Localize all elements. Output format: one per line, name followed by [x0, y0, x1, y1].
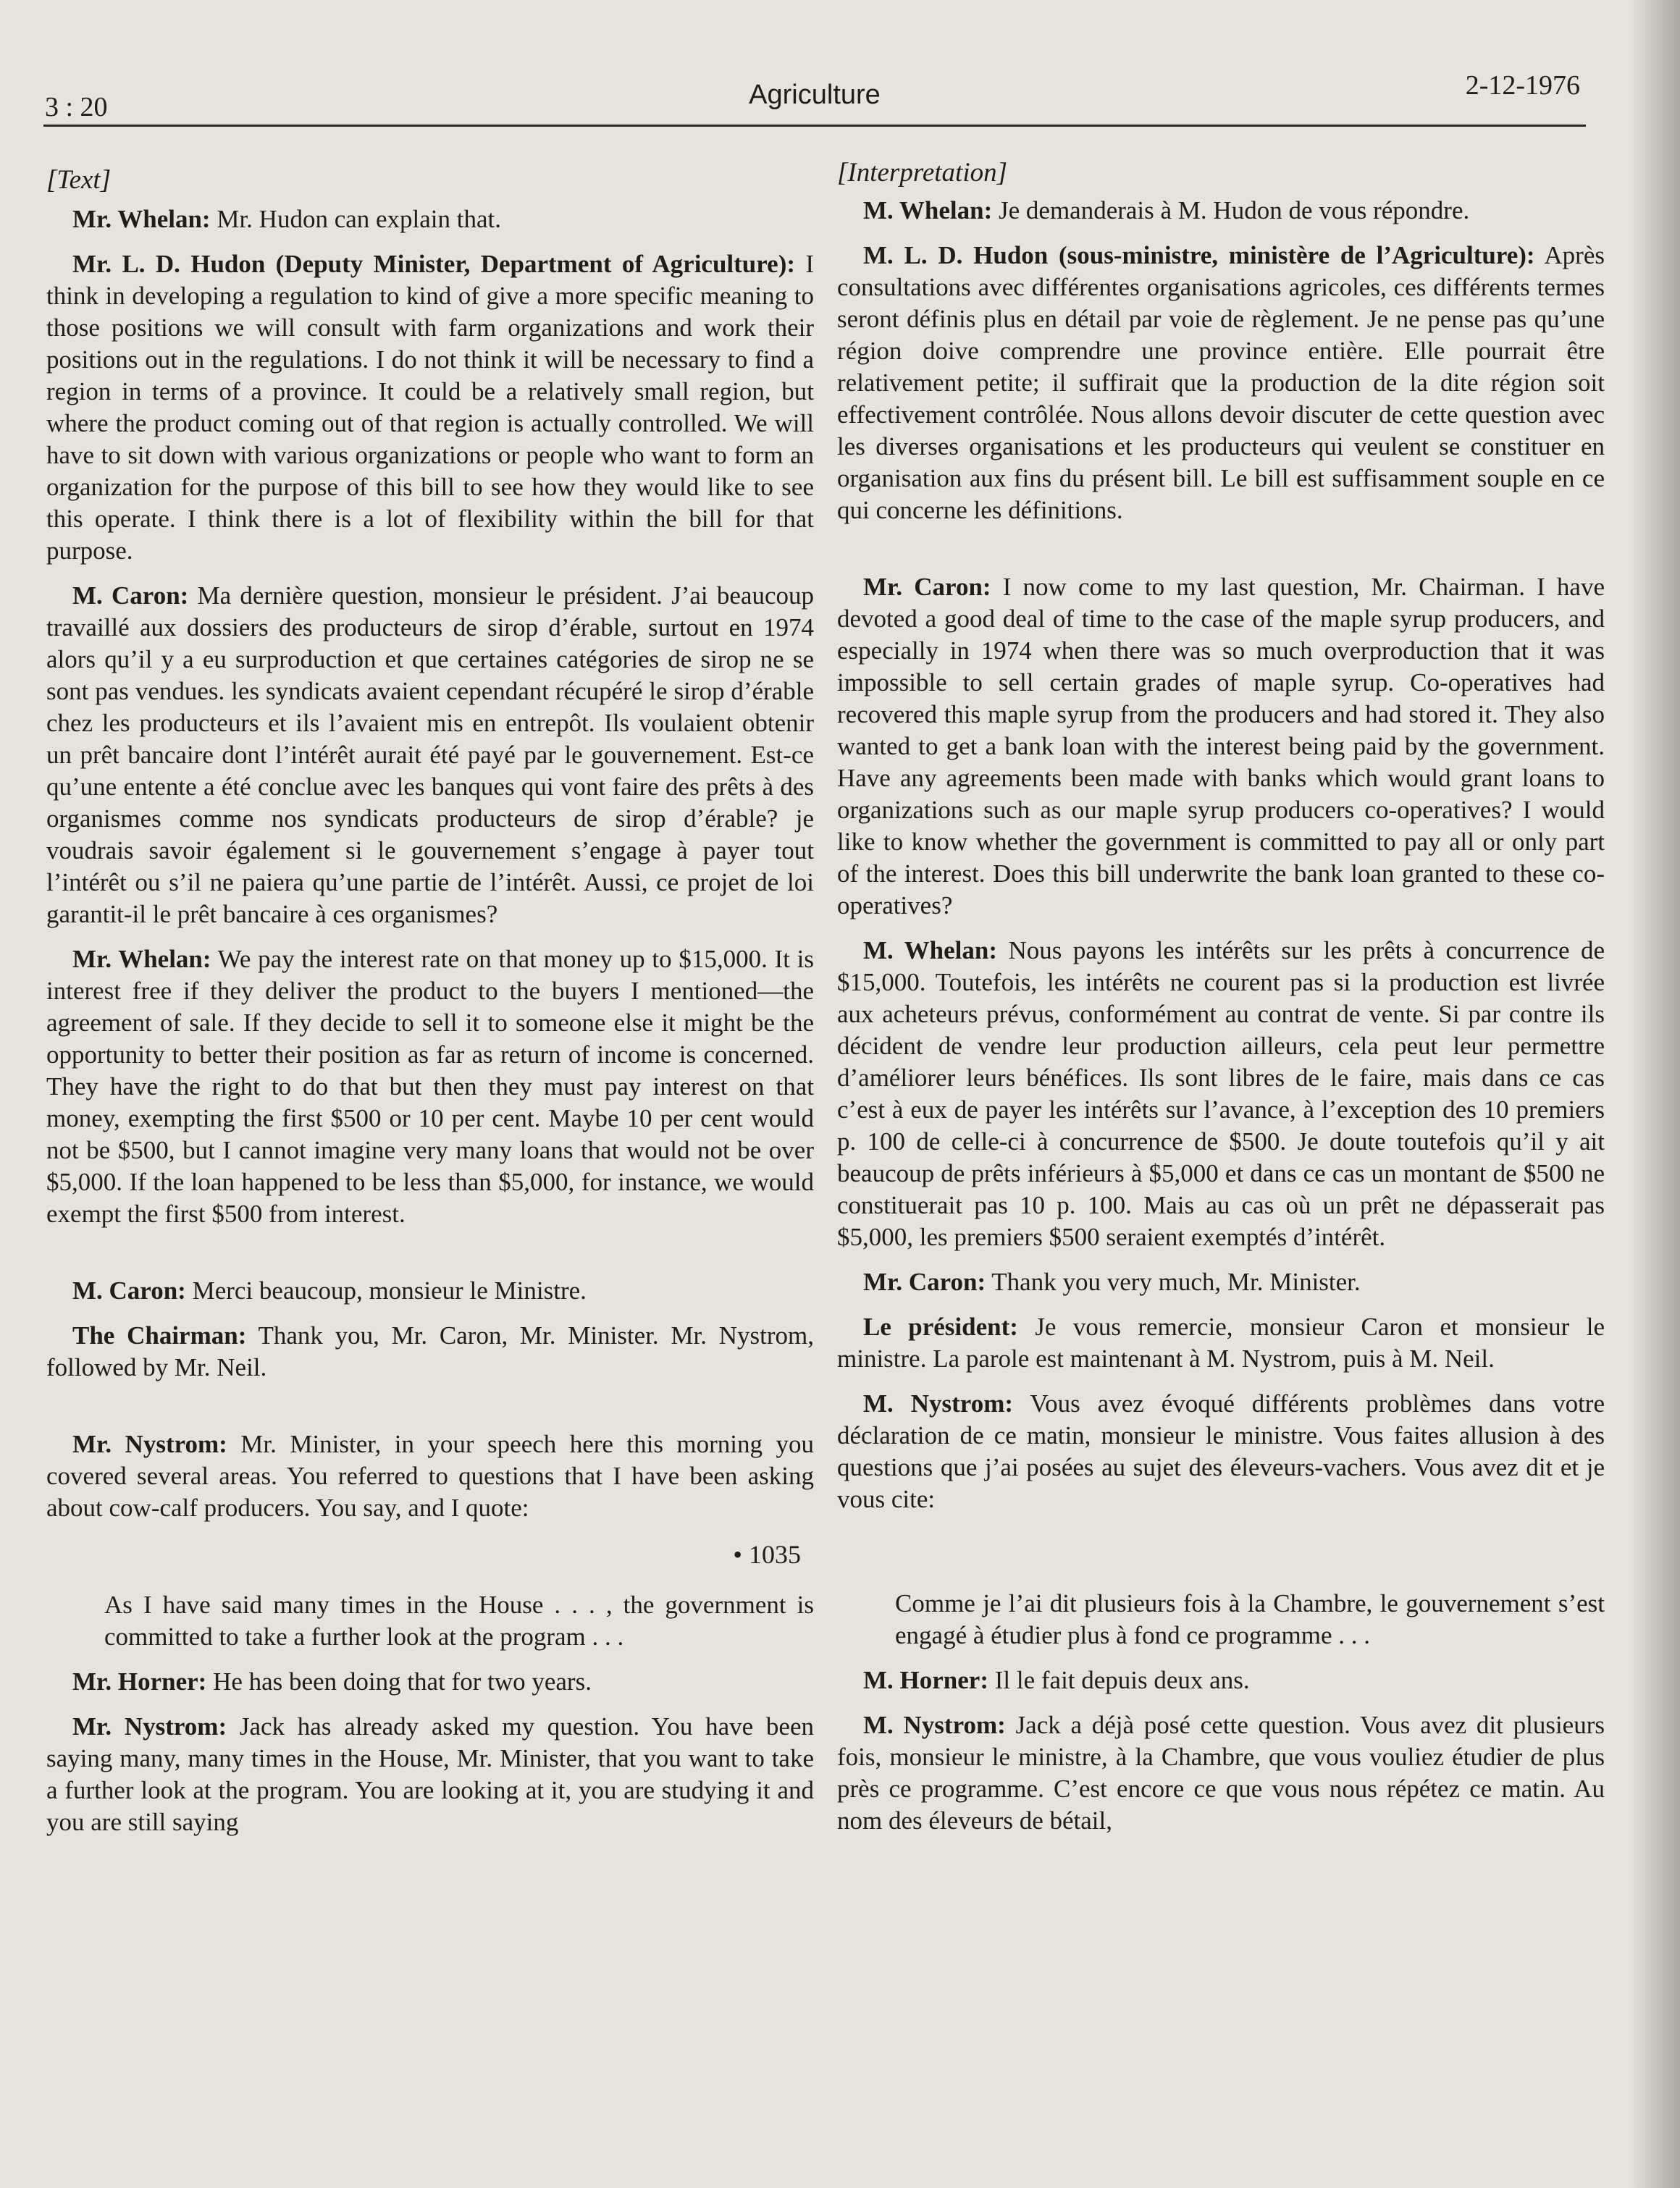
- speaker: Mr. L. D. Hudon (Deputy Minister, Department of Agriculture):: [72, 250, 796, 278]
- speaker: Mr. Nystrom:: [72, 1430, 227, 1458]
- paragraph: [46, 1666, 814, 1698]
- paragraph: [837, 240, 1605, 526]
- spacer: [837, 1528, 1605, 1588]
- speaker: M. Whelan:: [863, 936, 997, 964]
- paragraph: [837, 1665, 1605, 1696]
- speech: Merci beaucoup, monsieur le Ministre.: [185, 1276, 587, 1305]
- right-column: [837, 156, 1605, 1850]
- speech: Mr. Hudon can explain that.: [210, 205, 502, 233]
- speech: Thank you very much, Mr. Minister.: [986, 1268, 1361, 1296]
- speaker: M. Caron:: [72, 581, 189, 610]
- paragraph: [46, 943, 814, 1230]
- left-column: [46, 163, 814, 1851]
- speaker: M. Nystrom:: [863, 1389, 1014, 1418]
- speaker: Mr. Whelan:: [72, 945, 211, 973]
- speaker: M. L. D. Hudon (sous-ministre, ministère de l’Agriculture):: [863, 241, 1535, 269]
- speech: Jack a déjà posé cette question. Vous avez dit plusieurs fois, monsieur le ministre, à la Chambre, que vous vouliez étudier de plus près ce programme. C’est encore ce que vous nous répétez ce matin. Au nom des éleveurs de bétail,: [837, 1711, 1605, 1835]
- speech: Nous payons les intérêts sur les prêts à concurrence de $15,000. Toutefois, les intérêts ne courent pas si la production est livrée aux acheteurs prévus, conformément au contrat de vente. Si par contre ils décident de vendre leur production ailleurs, cela peut leur permettre d’améliorer leurs bénéfices. Ils sont libres de le faire, mais dans ce cas c’est à eux de payer les intérêts sur l’avance, à l’exception des 10 premiers p. 100 de celle-ci à concurrence de $500. Je doute toutefois qu’il y ait beaucoup de prêts inférieurs à $5,000 et dans ce cas un montant de $500 ne constituerait pas 10 p. 100. Mais au cas où un prêt ne dépasserait pas $5,000, les premiers $500 seraient exemptés d’intérêt.: [837, 936, 1605, 1251]
- speaker: M. Whelan:: [863, 196, 993, 224]
- speaker: Mr. Whelan:: [72, 205, 211, 233]
- paragraph: [46, 1320, 814, 1384]
- paragraph: [46, 1711, 814, 1838]
- paragraph: [837, 1266, 1605, 1298]
- running-title: Agriculture: [749, 80, 881, 110]
- spacer: [837, 539, 1605, 571]
- paragraph: [46, 203, 814, 235]
- speaker: Mr. Nystrom:: [72, 1712, 227, 1741]
- speaker: Mr. Caron:: [863, 573, 991, 601]
- paragraph: [46, 1428, 814, 1524]
- interpretation-marker: [Interpretation]: [837, 158, 1008, 188]
- speaker: M. Nystrom:: [863, 1711, 1006, 1739]
- speech: Ma dernière question, monsieur le président. J’ai beaucoup travaillé aux dossiers des producteurs de sirop d’érable, surtout en 1974 alors qu’il y a eu surproduction et que certaines catégories de sirop ne se sont pas vendues. les syndicats avaient cependant récupéré le sirop d’érable chez les producteurs et ils l’avaient mis en entrepôt. Ils voulaient obtenir un prêt bancaire dont l’intérêt aurait été payé par le gouvernement. Est-ce qu’une entente a été conclue avec les banques qui vont faire des prêts à des organismes comme nos syndicats producteurs de sirop d’érable? je voudrais savoir également si le gouvernement s’engage à payer tout l’intérêt ou s’il ne paiera qu’une partie de l’intérêt. Aussi, ce projet de loi garantit-il le prêt bancaire à ces organismes?: [46, 581, 814, 928]
- paragraph: [837, 1388, 1605, 1515]
- speech: I think in developing a regulation to kind of give a more specific meaning to those positions we will consult with farm organizations and work their positions out in the regulations. I do not think it will be necessary to find a region in terms of a province. It could be a relatively small region, but where the product coming out of that region is actually controlled. We will have to sit down with various organizations or people who want to form an organization for the purpose of this bill to see how they would like to see this operate. I think there is a lot of flexibility within the bill for that purpose.: [46, 250, 815, 565]
- speaker: Mr. Horner:: [72, 1667, 207, 1696]
- speech: Mr. Minister, in your speech here this morning you covered several areas. You referred to questions that I have been asking about cow-calf producers. You say, and I quote:: [46, 1430, 814, 1522]
- spacer: [46, 1397, 814, 1428]
- paragraph: [46, 248, 814, 567]
- speaker: Mr. Caron:: [863, 1268, 986, 1296]
- folio: 3 : 20: [45, 92, 108, 122]
- paragraph: [837, 935, 1605, 1253]
- paragraph: [837, 195, 1605, 227]
- spacer: [46, 1243, 814, 1275]
- running-header: [43, 67, 1586, 127]
- speaker: M. Caron:: [72, 1276, 186, 1305]
- text-marker: [Text]: [46, 165, 112, 195]
- speech: Après consultations avec différentes organisations agricoles, ces différents termes seront définis plus en détail par voie de règlement. Je ne pense pas qu’une région doive comprendre une province entière. Elle pourrait être relativement petite; il suffirait que la production de la dite région soit effectivement contrôlée. Nous allons devoir discuter de cette question avec les diverses organisations et les producteurs qui veulent se constituer en organisation aux fins du présent bill. Le bill est suffisamment souple en ce qui concerne les définitions.: [837, 241, 1605, 524]
- speech: Thank you, Mr. Caron, Mr. Minister. Mr. Nystrom, followed by Mr. Neil.: [46, 1321, 814, 1381]
- speech: I now come to my last question, Mr. Chairman. I have devoted a good deal of time to the case of the maple syrup producers, and especially in 1974 when there was so much overproduction that it was impossible to sell certain grades of maple syrup. Co-operatives had recovered this maple syrup from the producers and had stored it. They also wanted to get a bank loan with the interest being paid by the government. Have any agreements been made with banks which would grant loans to organizations such as our maple syrup producers co-operatives? I would like to know whether the government is committed to pay all or only part of the interest. Does this bill underwrite the bank loan granted to these co-operatives?: [837, 573, 1605, 920]
- paragraph: [837, 571, 1605, 922]
- speech: Je vous remercie, monsieur Caron et monsieur le ministre. La parole est maintenant à M. Nystrom, puis à M. Neil.: [837, 1313, 1605, 1373]
- speech: Je demanderais à M. Hudon de vous répondre.: [992, 196, 1470, 224]
- header-date: 2-12-1976: [1465, 70, 1580, 101]
- paragraph: [837, 1311, 1605, 1375]
- speech: He has been doing that for two years.: [206, 1667, 592, 1696]
- quotation: As I have said many times in the House . . . , the government is committed to take a further look at the program . . .: [104, 1591, 814, 1651]
- speech: Il le fait depuis deux ans.: [988, 1666, 1250, 1694]
- paragraph: [46, 1275, 814, 1307]
- quotation: Comme je l’ai dit plusieurs fois à la Chambre, le gouvernement s’est engagé à étudier plus à fond ce programme . . .: [895, 1589, 1605, 1649]
- speech: We pay the interest rate on that money up to $15,000. It is interest free if they deliver the product to the buyers I mentioned—the agreement of sale. If they decide to sell it to someone else it might be the opportunity to better their position as far as return of income is concerned. They have the right to do that but then they must pay interest on that money, exempting the first $500 or 10 per cent. Maybe 10 per cent would not be $500, but I cannot imagine very many loans that would not be over $5,000. If the loan happened to be less than $5,000, for instance, we would exempt the first $500 from interest.: [46, 945, 814, 1228]
- speaker: The Chairman:: [72, 1321, 247, 1350]
- paragraph: [46, 580, 814, 930]
- speaker: Le président:: [863, 1313, 1018, 1341]
- speaker: M. Horner:: [863, 1666, 988, 1694]
- speech: Vous avez évoqué différents problèmes dans votre déclaration de ce matin, monsieur le ministre. Vous faites allusion à des questions que j’ai posées au sujet des éleveurs-vachers. Vous avez dit et je vous cite:: [837, 1389, 1605, 1513]
- speech: Jack has already asked my question. You have been saying many, many times in the House, Mr. Minister, that you want to take a further look at the program. You are looking at it, you are studying it and you are still saying: [46, 1712, 814, 1836]
- paragraph: [837, 1709, 1605, 1837]
- time-marker: • 1035: [733, 1540, 801, 1569]
- page-edge-shadow: [1629, 0, 1680, 2188]
